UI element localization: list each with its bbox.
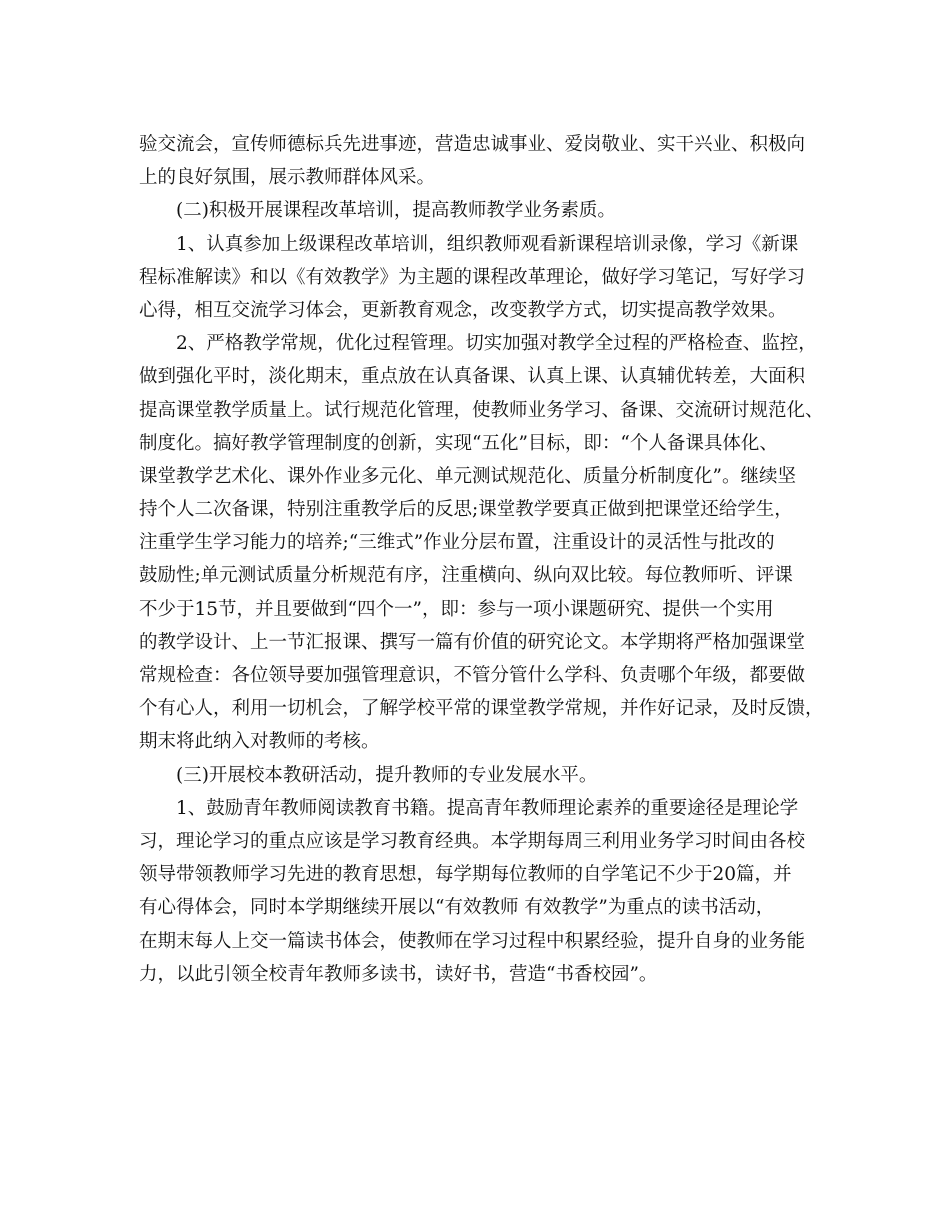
text-line: 个有心人，利用一切机会，了解学校平常的课堂教学常规，并作好记录，及时反馈， — [139, 698, 824, 720]
text-line: 持个人二次备课，特别注重教学后的反思;课堂教学要真正做到把课堂还给学生， — [139, 499, 793, 521]
text-line: 2、严格教学常规，优化过程管理。切实加强对教学全过程的严格检查、监控， — [176, 333, 817, 355]
text-line: 不少于15节，并且要做到“四个一”，即：参与一项小课题研究、提供一个实用 — [139, 598, 774, 620]
text-line: 上的良好氛围，展示教师群体风采。 — [139, 167, 436, 189]
text-line: 验交流会，宣传师德标兵先进事迹，营造忠诚事业、爱岗敬业、实干兴业、积极向 — [139, 134, 806, 155]
text-line: 在期末每人上交一篇读书体会，使教师在学习过程中积累经验，提升自身的业务能 — [139, 930, 806, 952]
text-line: 做到强化平时，淡化期末，重点放在认真备课、认真上课、认真辅优转差，大面积 — [139, 366, 806, 388]
text-line: 力，以此引领全校青年教师多读书，读好书，营造“书香校园”。 — [139, 963, 658, 985]
document-body — [139, 128, 824, 991]
text-line: 领导带领教师学习先进的教育思想，每学期每位教师的自学笔记不少于20篇，并 — [139, 864, 792, 886]
text-line: 注重学生学习能力的培养;“三维式”作业分层布置，注重设计的灵活性与批改的 — [139, 532, 775, 554]
text-line: 心得，相互交流学习体会，更新教育观念，改变教学方式，切实提高教学效果。 — [139, 299, 787, 321]
text-line: 程标准解读》和以《有效教学》为主题的课程改革理论，做好学习笔记，写好学习 — [139, 266, 806, 288]
text-line: 1、认真参加上级课程改革培训，组织教师观看新课程培训录像，学习《新课 — [176, 233, 799, 255]
text-line: 鼓励性;单元测试质量分析规范有序，注重横向、纵向双比较。每位教师听、评课 — [139, 565, 793, 587]
text-line: 期末将此纳入对教师的考核。 — [139, 731, 380, 753]
text-line: 课堂教学艺术化、课外作业多元化、单元测试规范化、质量分析制度化”。继续坚 — [139, 465, 796, 487]
text-line: 有心得体会，同时本学期继续开展以“有效教师 有效教学”为重点的读书活动， — [139, 897, 775, 919]
text-line: (三)开展校本教研活动，提升教师的专业发展水平。 — [176, 764, 598, 786]
text-line: 1、鼓励青年教师阅读教育书籍。提高青年教师理论素养的重要途径是理论学 — [176, 797, 799, 819]
text-line: 制度化。搞好教学管理制度的创新，实现“五化”目标，即：“个人备课具体化、 — [139, 432, 778, 454]
text-line: 提高课堂教学质量上。试行规范化管理，使教师业务学习、备课、交流研讨规范化、 — [139, 399, 824, 421]
text-line: (二)积极开展课程改革培训，提高教师教学业务素质。 — [176, 200, 616, 222]
text-line: 常规检查：各位领导要加强管理意识，不管分管什么学科、负责哪个年级，都要做 — [139, 665, 806, 686]
text-line: 的教学设计、上一节汇报课、撰写一篇有价值的研究论文。本学期将严格加强课堂 — [139, 631, 806, 653]
text-line: 习，理论学习的重点应该是学习教育经典。本学期每周三利用业务学习时间由各校 — [139, 830, 806, 852]
